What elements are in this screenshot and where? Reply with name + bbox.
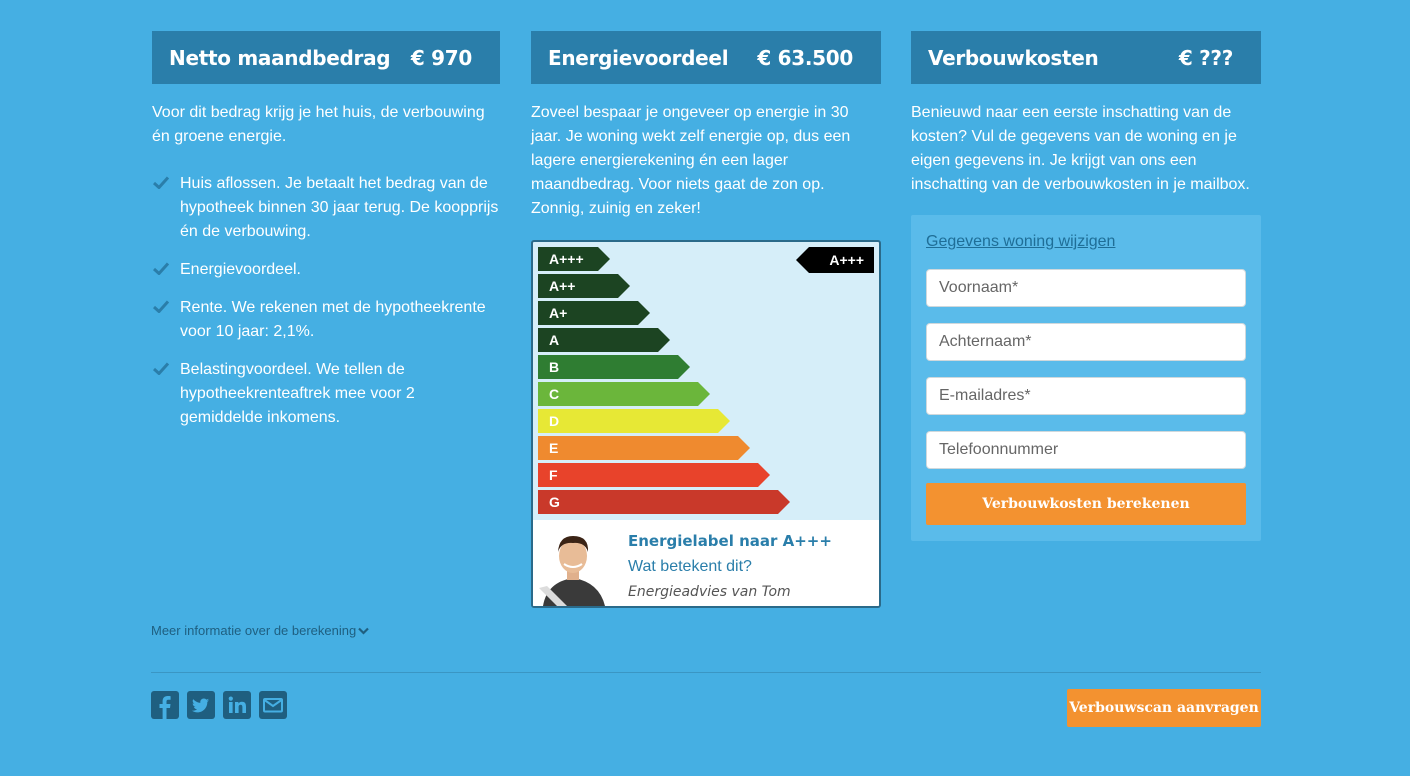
energy-label <box>531 240 881 608</box>
energy-class-bar: A <box>538 328 658 352</box>
netto-checklist <box>152 172 500 430</box>
checklist-item <box>152 296 500 344</box>
netto-title: Netto maandbedrag <box>169 45 391 70</box>
advisor-avatar <box>533 526 613 606</box>
energy-class-bar: A++ <box>538 274 618 298</box>
energy-class-bar: A+ <box>538 301 638 325</box>
verbouw-intro: Benieuwd naar een eerste inschatting van de kosten? Vul de gegevens van de woning en je eigen gegevens in. Je krijgt van ons een inschatting van de verbouwkosten in je mailbox. <box>911 104 1250 193</box>
current-energy-label: A+++ <box>809 247 874 273</box>
check-icon <box>152 172 180 244</box>
verbouw-header <box>911 31 1261 84</box>
energie-title: Energievoordeel <box>548 45 729 70</box>
chevron-down-icon <box>356 623 369 638</box>
more-info-label: Meer informatie over de berekening <box>151 623 357 638</box>
check-icon <box>152 358 180 430</box>
advisor-subtitle: Energieadvies van Tom <box>628 584 791 600</box>
request-scan-button[interactable]: Verbouwscan aanvragen <box>1067 689 1261 727</box>
edit-house-data-link[interactable]: Gegevens woning wijzigen <box>926 233 1116 250</box>
checklist-text: Rente. We rekenen met de hypotheekrente voor 10 jaar: 2,1%. <box>180 299 486 340</box>
first-name-input[interactable] <box>926 269 1246 307</box>
energie-header <box>531 31 881 84</box>
netto-header <box>152 31 500 84</box>
checklist-text: Belastingvoordeel. We tellen de hypotheekrenteaftrek mee voor 2 gemiddelde inkomens. <box>180 361 415 426</box>
energie-column <box>531 31 881 608</box>
checklist-item <box>152 258 500 282</box>
twitter-icon[interactable] <box>187 691 215 719</box>
footer-divider <box>151 672 1261 673</box>
energy-class-bar: E <box>538 436 738 460</box>
verbouw-title: Verbouwkosten <box>928 45 1099 70</box>
advisor-title: Energielabel naar A+++ <box>628 532 832 550</box>
calculate-costs-button[interactable]: Verbouwkosten berekenen <box>926 483 1246 525</box>
facebook-icon[interactable] <box>151 691 179 719</box>
linkedin-icon[interactable] <box>223 691 251 719</box>
verbouw-column <box>911 31 1261 541</box>
energy-advisor <box>533 520 879 606</box>
netto-column <box>152 31 500 444</box>
energie-amount: € 63.500 <box>757 45 853 70</box>
check-icon <box>152 296 180 344</box>
verbouw-form <box>911 215 1261 541</box>
advisor-link[interactable]: Wat betekent dit? <box>628 558 752 575</box>
phone-input[interactable] <box>926 431 1246 469</box>
last-name-input[interactable] <box>926 323 1246 361</box>
more-info-toggle[interactable] <box>151 623 369 638</box>
checklist-item <box>152 358 500 430</box>
energie-intro: Zoveel bespaar je ongeveer op energie in 30 jaar. Je woning wekt zelf energie op, dus een lagere energierekening én een lager maandbedrag. Voor niets gaat de zon op. Zonnig, zuinig en zeker! <box>531 104 851 217</box>
energy-class-bar: D <box>538 409 718 433</box>
energy-label-bars <box>538 247 778 517</box>
netto-amount: € 970 <box>410 45 472 70</box>
social-links <box>151 691 287 719</box>
netto-intro: Voor dit bedrag krijg je het huis, de verbouwing én groene energie. <box>152 104 485 145</box>
energy-class-bar: B <box>538 355 678 379</box>
energy-class-bar: G <box>538 490 778 514</box>
energy-class-bar: F <box>538 463 758 487</box>
checklist-item <box>152 172 500 244</box>
energy-class-bar: C <box>538 382 698 406</box>
checklist-text: Huis aflossen. Je betaalt het bedrag van de hypotheek binnen 30 jaar terug. De koopprijs én de verbouwing. <box>180 175 499 240</box>
mail-icon[interactable] <box>259 691 287 719</box>
email-input[interactable] <box>926 377 1246 415</box>
checklist-text: Energievoordeel. <box>180 261 301 278</box>
verbouw-amount: € ??? <box>1178 45 1233 70</box>
check-icon <box>152 258 180 282</box>
energy-class-bar: A+++ <box>538 247 598 271</box>
